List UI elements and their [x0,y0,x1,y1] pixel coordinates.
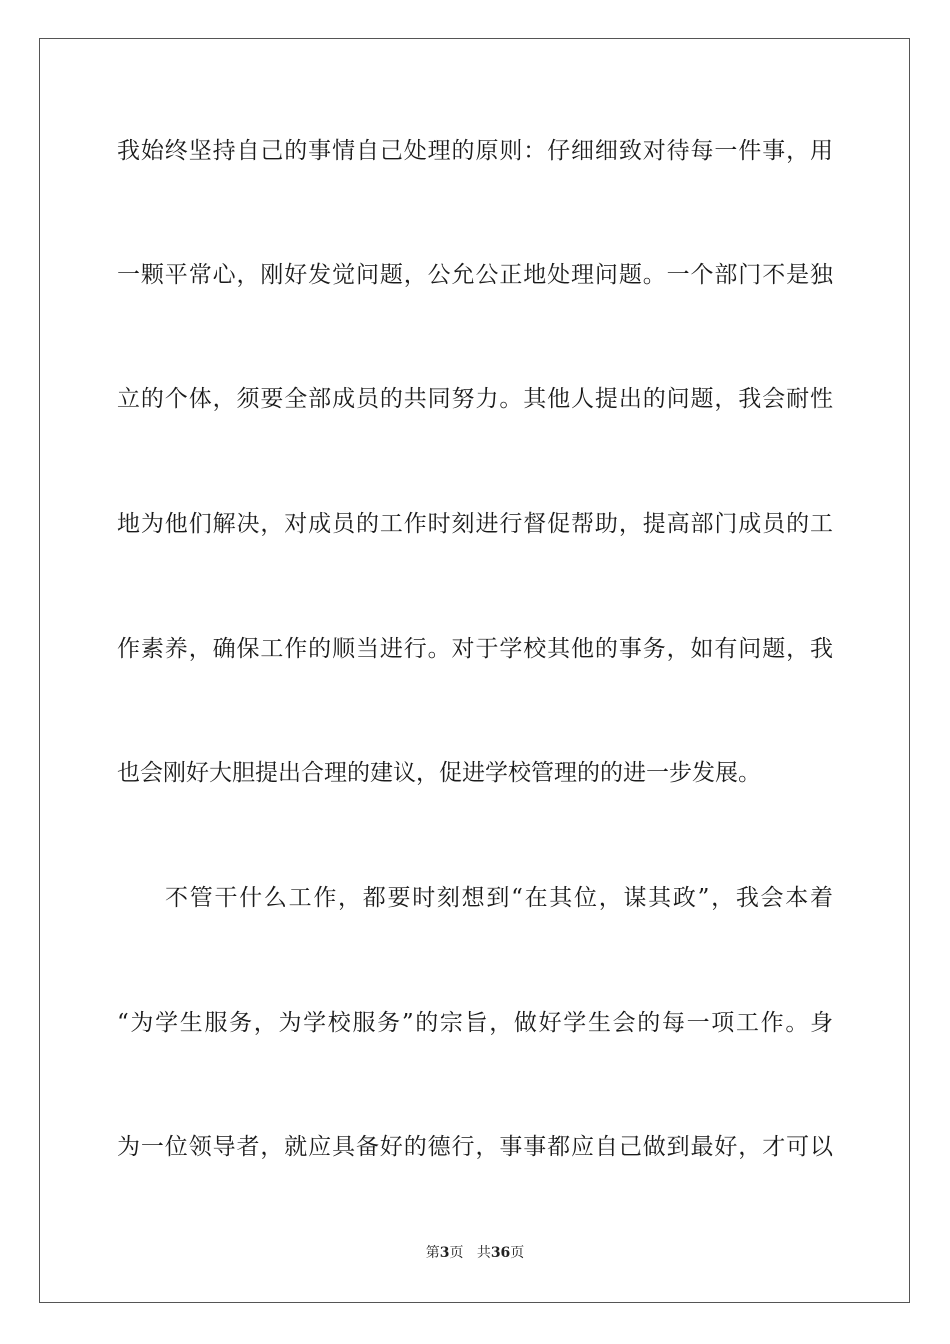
paragraph-line-7: 不管干什么工作，都要时刻想到“在其位，谋其政”，我会本着 [165,885,833,911]
paragraph-line-6: 也会刚好大胆提出合理的建议，促进学校管理的的进一步发展。 [117,760,761,786]
page-prefix: 第 [425,1245,440,1261]
page-suffix: 页 [449,1245,464,1261]
paragraph-line-4: 地为他们解决，对成员的工作时刻进行督促帮助，提高部门成员的工 [117,511,833,537]
paragraph-line-2: 一颗平常心，刚好发觉问题，公允公正地处理问题。一个部门不是独 [117,262,833,288]
paragraph-line-9: 为一位领导者，就应具备好的德行，事事都应自己做到最好，才可以 [117,1134,833,1160]
page-border [39,38,910,1303]
paragraph-line-5: 作素养，确保工作的顺当进行。对于学校其他的事务，如有问题，我 [117,636,833,662]
total-prefix: 共 [476,1245,491,1261]
total-pages: 36 [490,1245,511,1261]
total-suffix: 页 [510,1245,525,1261]
page-number: 3 [439,1245,450,1261]
paragraph-line-1: 我始终坚持自己的事情自己处理的原则：仔细细致对待每一件事，用 [117,138,833,164]
paragraph-line-3: 立的个体，须要全部成员的共同努力。其他人提出的问题，我会耐性 [117,386,833,412]
page-footer [0,1244,950,1262]
paragraph-line-8: “为学生服务，为学校服务”的宗旨，做好学生会的每一项工作。身 [117,1010,833,1036]
